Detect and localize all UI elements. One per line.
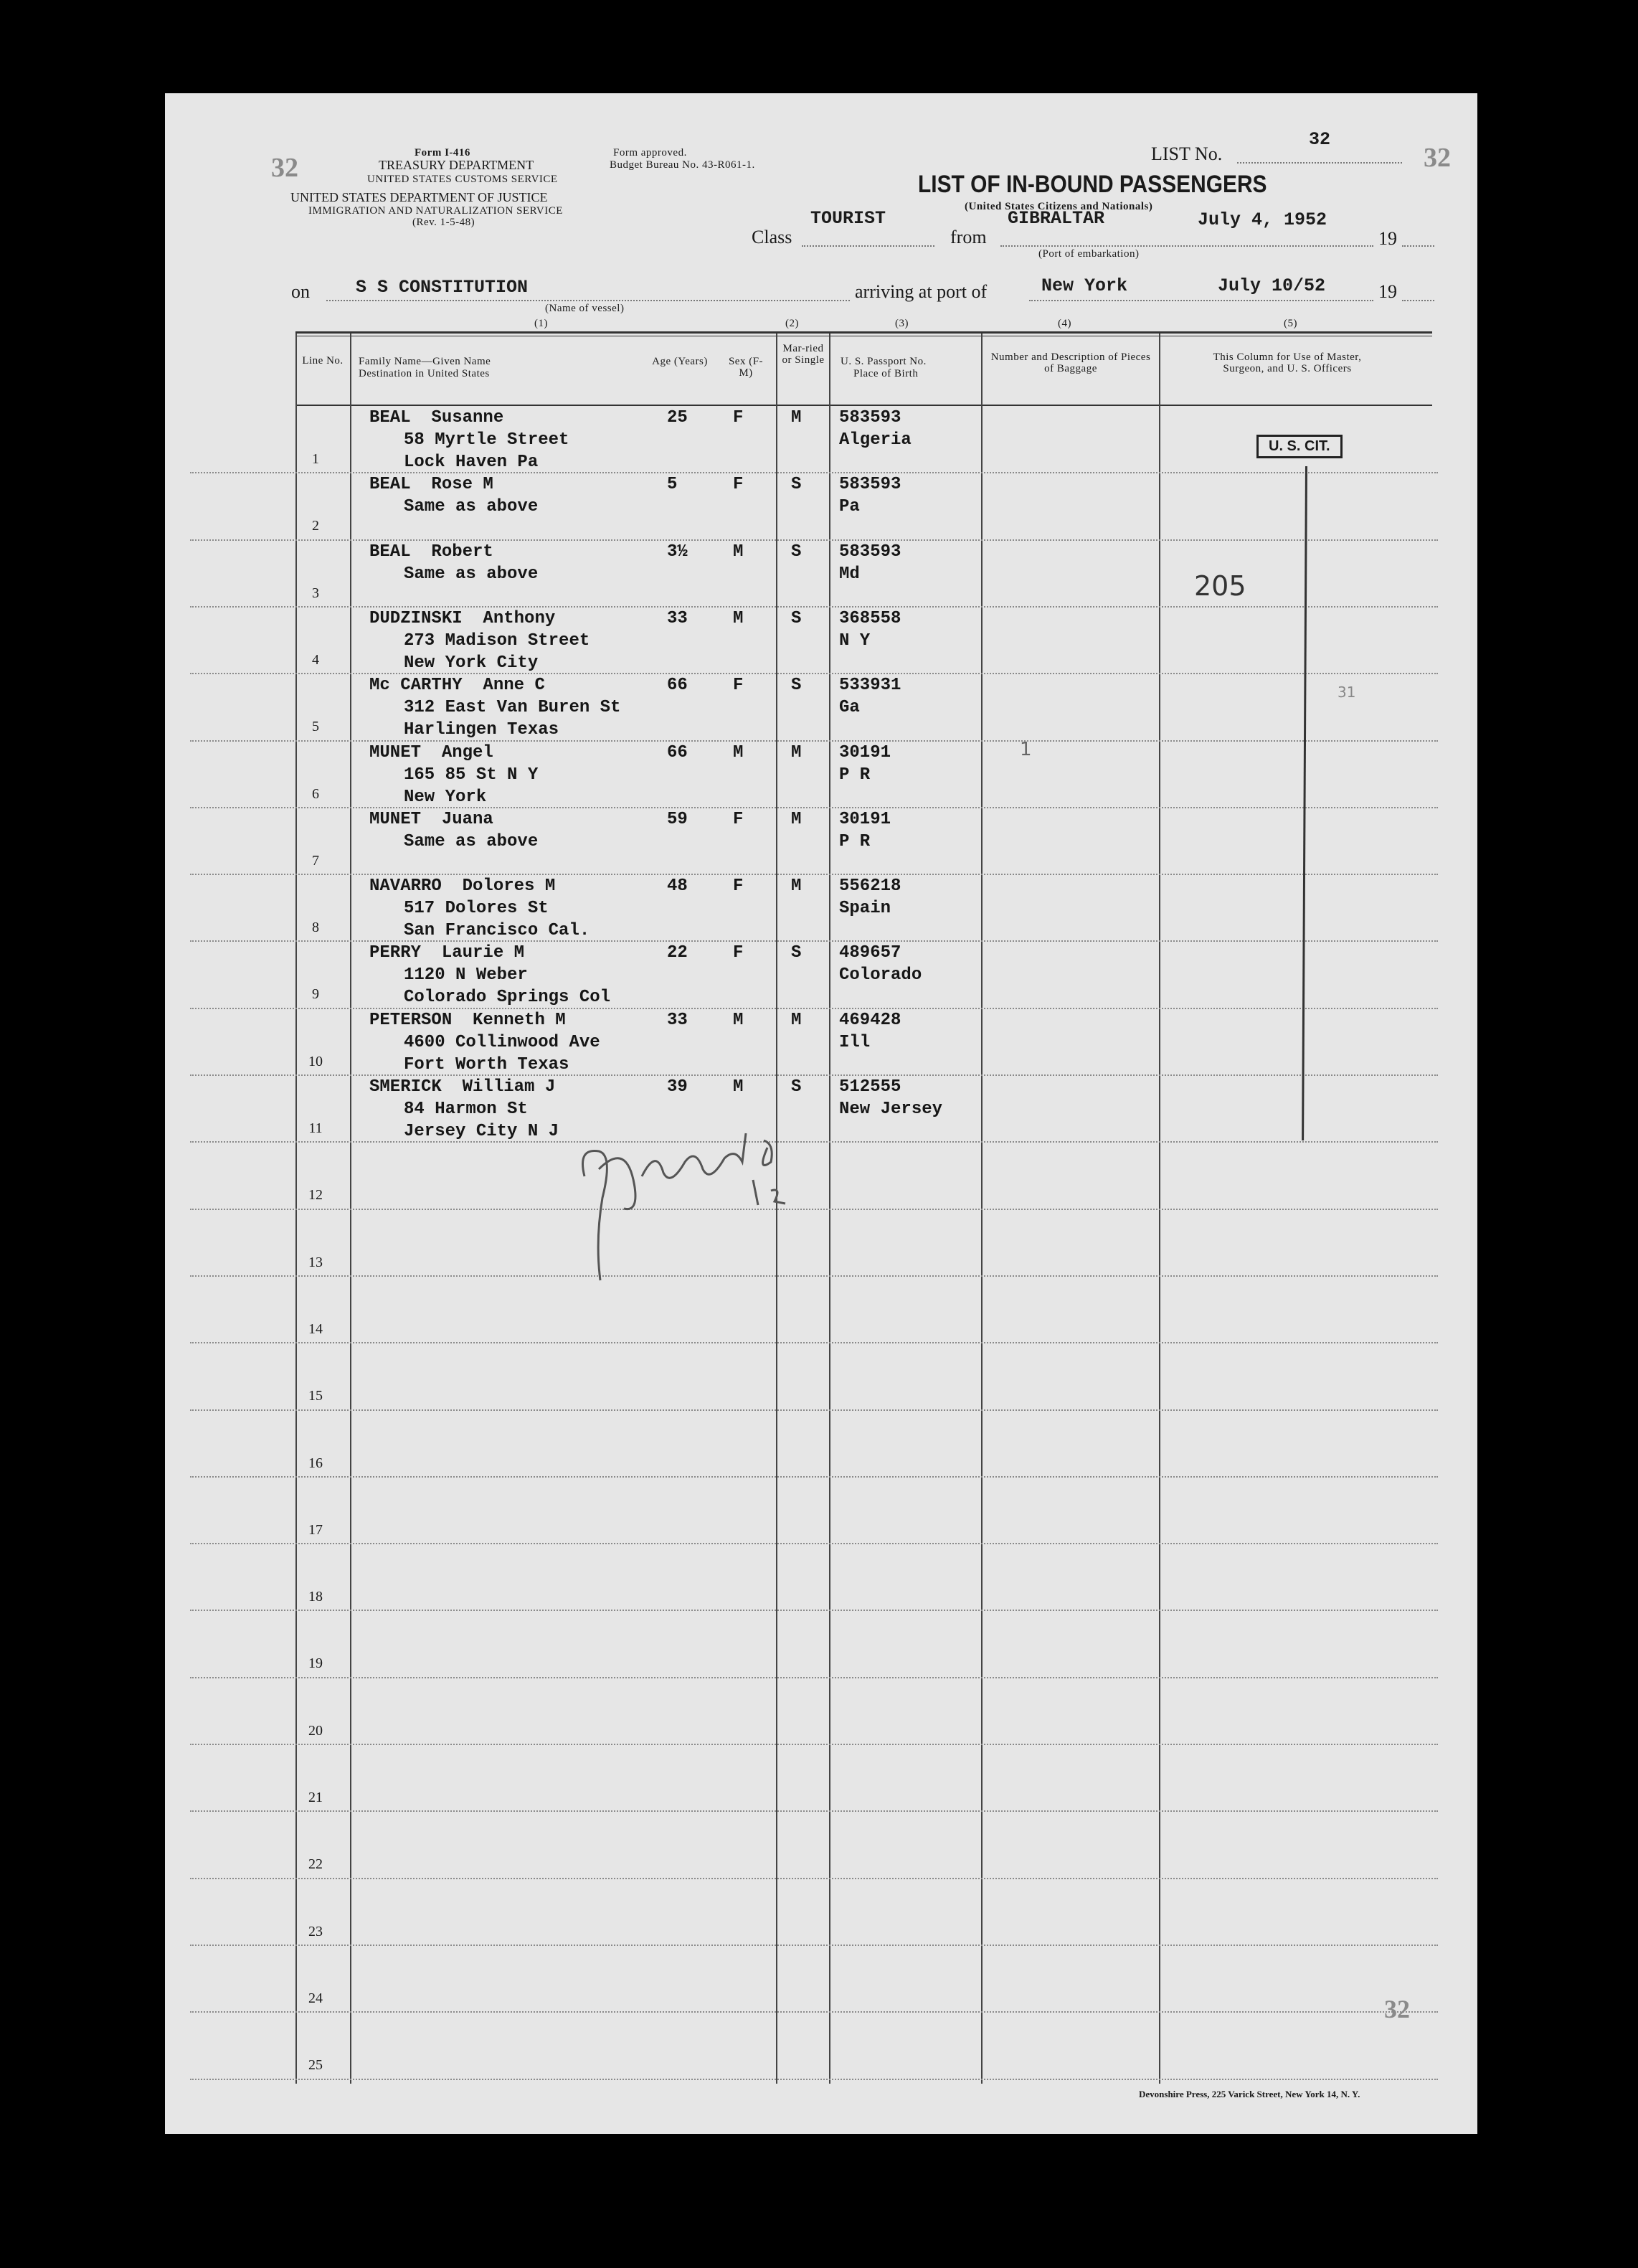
age: 33	[667, 608, 688, 628]
age: 25	[667, 408, 688, 427]
place-of-birth: Algeria	[839, 430, 912, 450]
destination-line-1: 312 East Van Buren St	[404, 698, 621, 718]
inspector-signature	[570, 1119, 792, 1291]
row-rule	[190, 1610, 1438, 1611]
printer-credit: Devonshire Press, 225 Varick Street, New York 14, N. Y.	[1139, 2089, 1360, 2099]
list-no-label: LIST No.	[1151, 143, 1223, 164]
passport-number: 533931	[839, 676, 901, 696]
marital-status: S	[791, 608, 802, 628]
sex: M	[733, 742, 744, 762]
destination-line-1: Same as above	[404, 831, 539, 851]
marital-status: S	[791, 943, 802, 963]
row-rule	[190, 2079, 1438, 2080]
marital-status: S	[791, 475, 802, 495]
row-rule	[190, 1141, 1438, 1143]
place-of-birth: Colorado	[839, 965, 922, 986]
sex: F	[733, 809, 744, 829]
passenger-name: NAVARRO Dolores M	[369, 877, 556, 897]
line-number: 8	[312, 920, 319, 936]
line-number: 2	[312, 518, 319, 534]
destination-line-1: 1120 N Weber	[404, 965, 528, 986]
vessel-line	[326, 300, 850, 301]
line-number: 9	[312, 986, 319, 1003]
customs-service: UNITED STATES CUSTOMS SERVICE	[367, 174, 558, 185]
arrival-line	[1029, 300, 1373, 301]
row-rule	[190, 1409, 1438, 1411]
destination-line-1: 4600 Collinwood Ave	[404, 1032, 600, 1052]
header-birthplace: Place of Birth	[853, 368, 919, 379]
colnum-4: (4)	[1058, 318, 1071, 329]
arriving-label: arriving at port of	[855, 281, 988, 302]
destination-line-2: Harlingen Texas	[404, 720, 559, 740]
place-of-birth: Ill	[839, 1032, 871, 1052]
year-line	[1402, 245, 1434, 247]
place-of-birth: Spain	[839, 899, 891, 919]
row-rule	[190, 1342, 1438, 1343]
dept-justice: UNITED STATES DEPARTMENT OF JUSTICE	[290, 190, 548, 204]
year-prefix-2: 19	[1378, 281, 1397, 302]
vessel-name: S S CONSTITUTION	[356, 277, 529, 298]
form-approved: Form approved.	[613, 147, 687, 159]
arrival-date: July 10/52	[1218, 275, 1326, 296]
line-number: 18	[308, 1589, 323, 1605]
budget-bureau: Budget Bureau No. 43-R061-1.	[610, 159, 755, 171]
from-label: from	[950, 227, 987, 247]
line-number: 4	[312, 651, 319, 668]
year-prefix: 19	[1378, 228, 1397, 249]
marital-status: S	[791, 542, 802, 562]
sex: F	[733, 676, 744, 696]
passenger-name: PERRY Laurie M	[369, 943, 525, 963]
destination-line-2: Jersey City N J	[404, 1122, 559, 1141]
destination-line-1: 165 85 St N Y	[404, 765, 539, 785]
marital-status: M	[791, 742, 802, 762]
margin-31: 31	[1338, 684, 1356, 701]
header-married: Mar-ried or Single	[782, 343, 825, 366]
line-number: 12	[308, 1187, 323, 1204]
marital-status: M	[791, 809, 802, 829]
class-line	[802, 245, 934, 247]
header-name: Family Name—Given Name	[359, 356, 491, 367]
place-of-birth: P R	[839, 765, 871, 785]
age: 66	[667, 676, 688, 696]
destination-line-1: Same as above	[404, 497, 539, 517]
class-value: TOURIST	[810, 208, 886, 229]
passenger-name: BEAL Rose M	[369, 475, 493, 495]
age: 48	[667, 877, 688, 897]
marital-status: M	[791, 877, 802, 897]
line-number: 6	[312, 785, 319, 802]
destination-line-1: 517 Dolores St	[404, 899, 549, 919]
passenger-name: DUDZINSKI Anthony	[369, 608, 556, 628]
age: 22	[667, 943, 688, 963]
place-of-birth: Md	[839, 564, 860, 584]
destination-line-1: 58 Myrtle Street	[404, 430, 569, 450]
sex: M	[733, 608, 744, 628]
year-line-2	[1402, 300, 1434, 301]
marital-status: M	[791, 1010, 802, 1030]
row-rule	[190, 1543, 1438, 1544]
passenger-name: MUNET Juana	[369, 809, 493, 829]
line-number: 5	[312, 719, 319, 735]
form-subtitle: (United States Citizens and Nationals)	[965, 201, 1153, 212]
age: 59	[667, 809, 688, 829]
destination-line-1: 273 Madison Street	[404, 630, 590, 651]
row-rule	[190, 1744, 1438, 1745]
row-rule	[190, 1476, 1438, 1478]
destination-line-2: New York City	[404, 653, 539, 673]
sex: F	[733, 475, 744, 495]
passport-number: 469428	[839, 1010, 901, 1030]
place-of-birth: New Jersey	[839, 1100, 943, 1119]
line-number: 25	[308, 2057, 323, 2074]
age: 39	[667, 1077, 688, 1097]
sex: F	[733, 408, 744, 427]
header-officer: This Column for Use of Master, Surgeon, and U. S. Officers	[1213, 351, 1362, 374]
sex: M	[733, 1010, 744, 1030]
arrival-port: New York	[1041, 275, 1128, 296]
marital-status: S	[791, 676, 802, 696]
handwritten-1: 1	[1020, 739, 1032, 760]
form-title: LIST OF IN-BOUND PASSENGERS	[918, 171, 1267, 198]
list-no-line	[1237, 162, 1402, 164]
colnum-1: (1)	[534, 318, 548, 329]
destination-line-2: Fort Worth Texas	[404, 1054, 569, 1074]
passport-number: 30191	[839, 809, 891, 829]
line-number: 19	[308, 1655, 323, 1672]
embarkation-label: (Port of embarkation)	[1038, 248, 1140, 260]
destination-line-2: San Francisco Cal.	[404, 921, 590, 941]
passport-number: 30191	[839, 742, 891, 762]
destination-line-1: 84 Harmon St	[404, 1100, 528, 1119]
list-no-value: 32	[1309, 129, 1331, 150]
sex: F	[733, 877, 744, 897]
passenger-name: BEAL Robert	[369, 542, 493, 562]
passenger-name: MUNET Angel	[369, 742, 493, 762]
passenger-name: SMERICK William J	[369, 1077, 556, 1097]
destination-line-2: New York	[404, 787, 487, 807]
class-label: Class	[752, 227, 792, 247]
passport-number: 368558	[839, 608, 901, 628]
header-passport: U. S. Passport No.	[841, 356, 927, 367]
passenger-name: PETERSON Kenneth M	[369, 1010, 566, 1030]
line-number: 7	[312, 852, 319, 869]
passenger-name: Mc CARTHY Anne C	[369, 676, 545, 696]
row-rule	[190, 1209, 1438, 1210]
on-label: on	[291, 281, 310, 302]
header-line-no: Line No.	[302, 355, 344, 367]
line-number: 14	[308, 1320, 323, 1337]
line-number: 22	[308, 1856, 323, 1873]
line-number: 3	[312, 585, 319, 601]
colnum-3: (3)	[895, 318, 909, 329]
place-of-birth: P R	[839, 831, 871, 851]
passport-number: 556218	[839, 877, 901, 897]
line-number: 23	[308, 1923, 323, 1939]
from-value: GIBRALTAR	[1008, 208, 1105, 229]
place-of-birth: N Y	[839, 630, 871, 651]
line-number: 24	[308, 1990, 323, 2006]
row-rule	[190, 1810, 1438, 1812]
header-bottom-rule	[295, 405, 1432, 406]
form-number: Form I-416	[415, 147, 470, 159]
colnum-5: (5)	[1284, 318, 1297, 329]
line-number: 10	[308, 1053, 323, 1069]
line-number: 15	[308, 1388, 323, 1404]
row-rule	[190, 2011, 1438, 2013]
passport-number: 583593	[839, 542, 901, 562]
header-sex: Sex (F-M)	[728, 356, 764, 379]
marital-status: M	[791, 408, 802, 427]
passport-number: 583593	[839, 408, 901, 427]
age: 5	[667, 475, 678, 495]
from-line	[1000, 245, 1373, 247]
us-citizen-stamp: U. S. CIT.	[1256, 435, 1343, 458]
line-number: 20	[308, 1722, 323, 1739]
bottom-stamp: 32	[1384, 1995, 1410, 2023]
sex: M	[733, 542, 744, 562]
vessel-label: (Name of vessel)	[545, 303, 625, 314]
line-number: 16	[308, 1455, 323, 1471]
header-destination: Destination in United States	[359, 368, 490, 379]
age: 33	[667, 1010, 688, 1030]
row-rule	[190, 1878, 1438, 1879]
age: 3½	[667, 542, 688, 562]
line-number: 21	[308, 1790, 323, 1805]
rev-label: (Rev. 1-5-48)	[412, 217, 475, 228]
line-number: 1	[312, 451, 319, 467]
place-of-birth: Pa	[839, 497, 860, 517]
row-rule	[190, 1677, 1438, 1678]
sex: M	[733, 1077, 744, 1097]
destination-line-2: Lock Haven Pa	[404, 453, 539, 472]
line-number: 13	[308, 1254, 323, 1270]
header-age: Age (Years)	[652, 356, 708, 367]
manifest-sheet	[165, 93, 1477, 2134]
colnum-2: (2)	[785, 318, 799, 329]
list-number-stamp: 32	[271, 153, 298, 183]
treasury-dept: TREASURY DEPARTMENT	[379, 158, 534, 172]
passport-number: 489657	[839, 943, 901, 963]
row-rule	[190, 1275, 1438, 1277]
table-top-rule	[295, 331, 1432, 334]
departure-date: July 4, 1952	[1198, 209, 1327, 230]
passport-number: 512555	[839, 1077, 901, 1097]
place-of-birth: Ga	[839, 698, 860, 718]
passenger-name: BEAL Susanne	[369, 408, 504, 427]
list-number-stamp-right: 32	[1424, 143, 1451, 173]
age: 66	[667, 742, 688, 762]
destination-line-1: Same as above	[404, 564, 539, 584]
ins-label: IMMIGRATION AND NATURALIZATION SERVICE	[308, 205, 563, 217]
line-number: 11	[308, 1120, 323, 1136]
destination-line-2: Colorado Springs Col	[404, 988, 611, 1008]
marital-status: S	[791, 1077, 802, 1097]
passport-number: 583593	[839, 475, 901, 495]
header-baggage: Number and Description of Pieces of Baggage	[990, 351, 1151, 374]
line-number: 17	[308, 1521, 323, 1538]
handwritten-205: 205	[1194, 570, 1246, 602]
row-rule	[190, 1945, 1438, 1946]
sex: F	[733, 943, 744, 963]
